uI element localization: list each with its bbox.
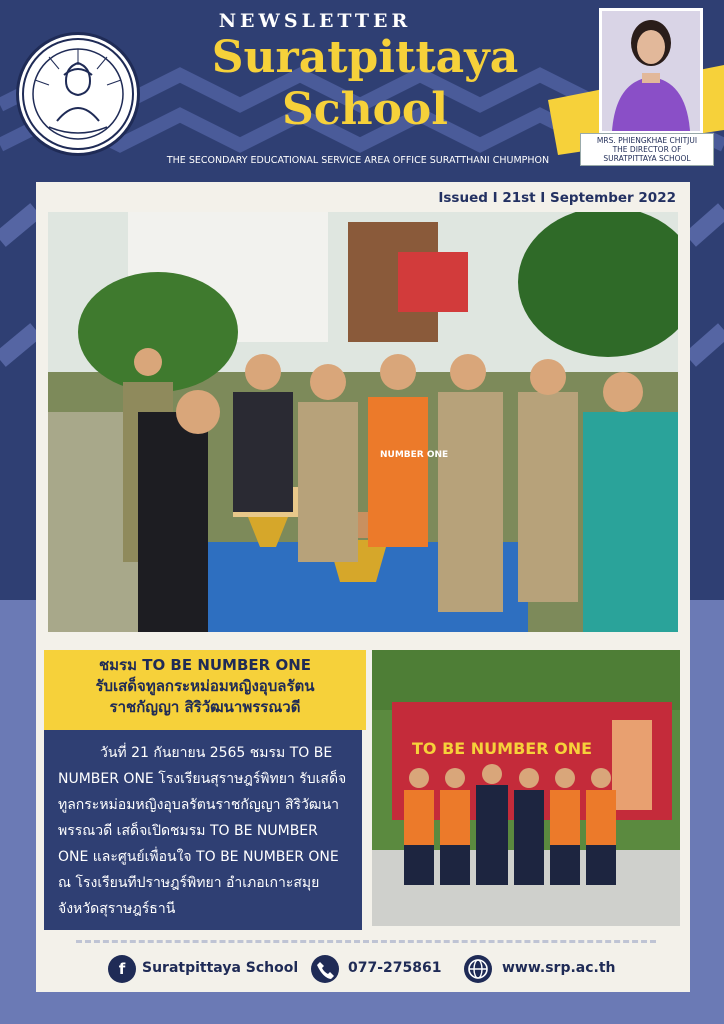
title-line-2: School (282, 84, 448, 135)
banner-text: TO BE NUMBER ONE (412, 739, 593, 758)
director-school: SURATPITTAYA SCHOOL (603, 154, 691, 163)
group-photo (372, 650, 680, 926)
headline-line-2: รับเสด็จทูลกระหม่อมหญิงอุบลรัตน (95, 677, 315, 695)
headline-line-3: ราชกัญญา สิริวัฒนาพรรณวดี (109, 698, 301, 716)
subtitle: THE SECONDARY EDUCATIONAL SERVICE AREA OFFICE SURATTHANI CHUMPHON (166, 155, 550, 166)
title-line-1: Suratpittaya (211, 32, 519, 83)
issue-date: Issued I 21st I September 2022 (438, 190, 676, 206)
shirt-text: NUMBER ONE (380, 450, 449, 460)
headline-line-1: ชมรม TO BE NUMBER ONE (98, 656, 311, 674)
director-photo (599, 8, 703, 134)
article-body: วันที่ 21 กันยายน 2565 ชมรม TO BE NUMBER ONE โรงเรียนสุราษฎร์พิทยา รับเสด็จทูลกระหม่อมหญิงอุบลรัตนราชกัญญา สิริวัฒนาพรรณวดี เสด็จเปิดชมรม TO BE NUMBER ONE และศูนย์เพื่อนใจ TO BE NUMBER ONE ณ โรงเรียนทีปราษฎร์พิทยา อำเภอเกาะสมุย จังหวัดสุราษฎร์ธานี (44, 730, 362, 930)
footer-divider (76, 940, 656, 943)
director-title: THE DIRECTOR OF (612, 145, 682, 154)
header (0, 0, 724, 180)
director-name: MRS. PHIENGKHAE CHITJUI (596, 136, 698, 145)
footer (36, 952, 690, 988)
globe-icon (464, 955, 492, 983)
website-link[interactable]: www.srp.ac.th (502, 960, 616, 976)
facebook-icon: f (108, 955, 136, 983)
facebook-link[interactable]: Suratpittaya School (142, 960, 299, 976)
director-caption (580, 133, 714, 166)
school-seal-logo (16, 32, 140, 156)
main-event-photo (48, 212, 678, 632)
phone-icon (311, 955, 339, 983)
article-headline (44, 650, 366, 730)
newsletter-label: NEWSLETTER (218, 10, 412, 32)
phone-number[interactable]: 077-275861 (348, 960, 442, 976)
content-card (36, 182, 690, 992)
